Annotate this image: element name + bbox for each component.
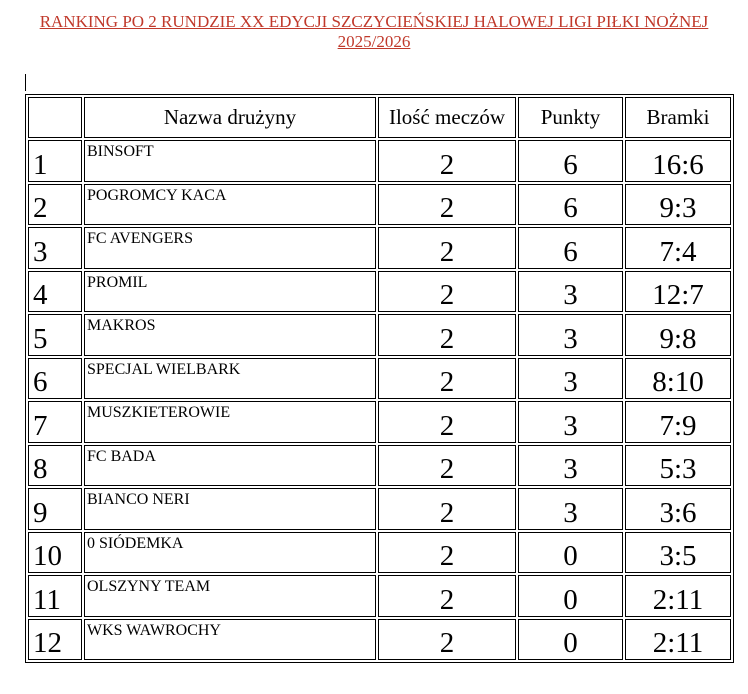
table-row [28,575,731,617]
matches-cell: 2 [378,401,516,443]
points-cell: 3 [518,271,623,313]
team-name-cell: FC AVENGERS [84,227,376,269]
title-line-1: RANKING PO 2 RUNDZIE XX EDYCJI SZCZYCIEŃSKIEJ HALOWEJ LIGI PIŁKI NOŻNEJ [39,12,709,31]
team-name-cell: FC BADA [84,445,376,487]
team-name-cell: BIANCO NERI [84,488,376,530]
team-name-cell: OLSZYNY TEAM [84,575,376,617]
team-name-cell: 0 SIÓDEMKA [84,532,376,574]
team-name-cell: WKS WAWROCHY [84,619,376,661]
matches-cell: 2 [378,488,516,530]
goals-cell: 7:9 [625,401,731,443]
ranking-table [25,94,734,663]
matches-cell: 2 [378,184,516,226]
team-name-cell: POGROMCY KACA [84,184,376,226]
matches-cell: 2 [378,619,516,661]
header-team-name: Nazwa drużyny [84,97,376,138]
matches-cell: 2 [378,445,516,487]
goals-cell: 12:7 [625,271,731,313]
table-row [28,619,731,661]
points-cell: 6 [518,184,623,226]
team-name-cell: PROMIL [84,271,376,313]
position-cell: 10 [28,532,82,574]
goals-cell: 2:11 [625,575,731,617]
goals-cell: 16:6 [625,140,731,182]
points-cell: 0 [518,532,623,574]
table-row [28,532,731,574]
table-row [28,445,731,487]
goals-cell: 3:5 [625,532,731,574]
team-name-cell: SPECJAL WIELBARK [84,358,376,400]
team-name-cell: MAKROS [84,314,376,356]
points-cell: 3 [518,488,623,530]
table-row [28,358,731,400]
goals-cell: 5:3 [625,445,731,487]
points-cell: 0 [518,575,623,617]
page-title [0,12,748,52]
table-row [28,184,731,226]
table-row [28,271,731,313]
matches-cell: 2 [378,358,516,400]
points-cell: 6 [518,140,623,182]
goals-cell: 2:11 [625,619,731,661]
header-matches: Ilość meczów [378,97,516,138]
points-cell: 3 [518,358,623,400]
matches-cell: 2 [378,575,516,617]
table-row [28,140,731,182]
team-name-cell: MUSZKIETEROWIE [84,401,376,443]
title-line-2: 2025/2026 [337,32,411,51]
position-cell: 6 [28,358,82,400]
table-row [28,401,731,443]
position-cell: 3 [28,227,82,269]
table-row [28,488,731,530]
position-cell: 11 [28,575,82,617]
position-cell: 12 [28,619,82,661]
position-cell: 5 [28,314,82,356]
position-cell: 8 [28,445,82,487]
points-cell: 3 [518,401,623,443]
points-cell: 6 [518,227,623,269]
points-cell: 0 [518,619,623,661]
matches-cell: 2 [378,314,516,356]
matches-cell: 2 [378,271,516,313]
goals-cell: 7:4 [625,227,731,269]
points-cell: 3 [518,445,623,487]
table-header-row [28,97,731,138]
position-cell: 4 [28,271,82,313]
goals-cell: 3:6 [625,488,731,530]
table-row [28,314,731,356]
position-cell: 9 [28,488,82,530]
position-cell: 7 [28,401,82,443]
goals-cell: 8:10 [625,358,731,400]
header-goals: Bramki [625,97,731,138]
points-cell: 3 [518,314,623,356]
position-cell: 2 [28,184,82,226]
table-row [28,227,731,269]
goals-cell: 9:8 [625,314,731,356]
team-name-cell: BINSOFT [84,140,376,182]
goals-cell: 9:3 [625,184,731,226]
header-position [28,97,82,138]
text-cursor [25,74,26,91]
matches-cell: 2 [378,532,516,574]
matches-cell: 2 [378,227,516,269]
matches-cell: 2 [378,140,516,182]
header-points: Punkty [518,97,623,138]
position-cell: 1 [28,140,82,182]
